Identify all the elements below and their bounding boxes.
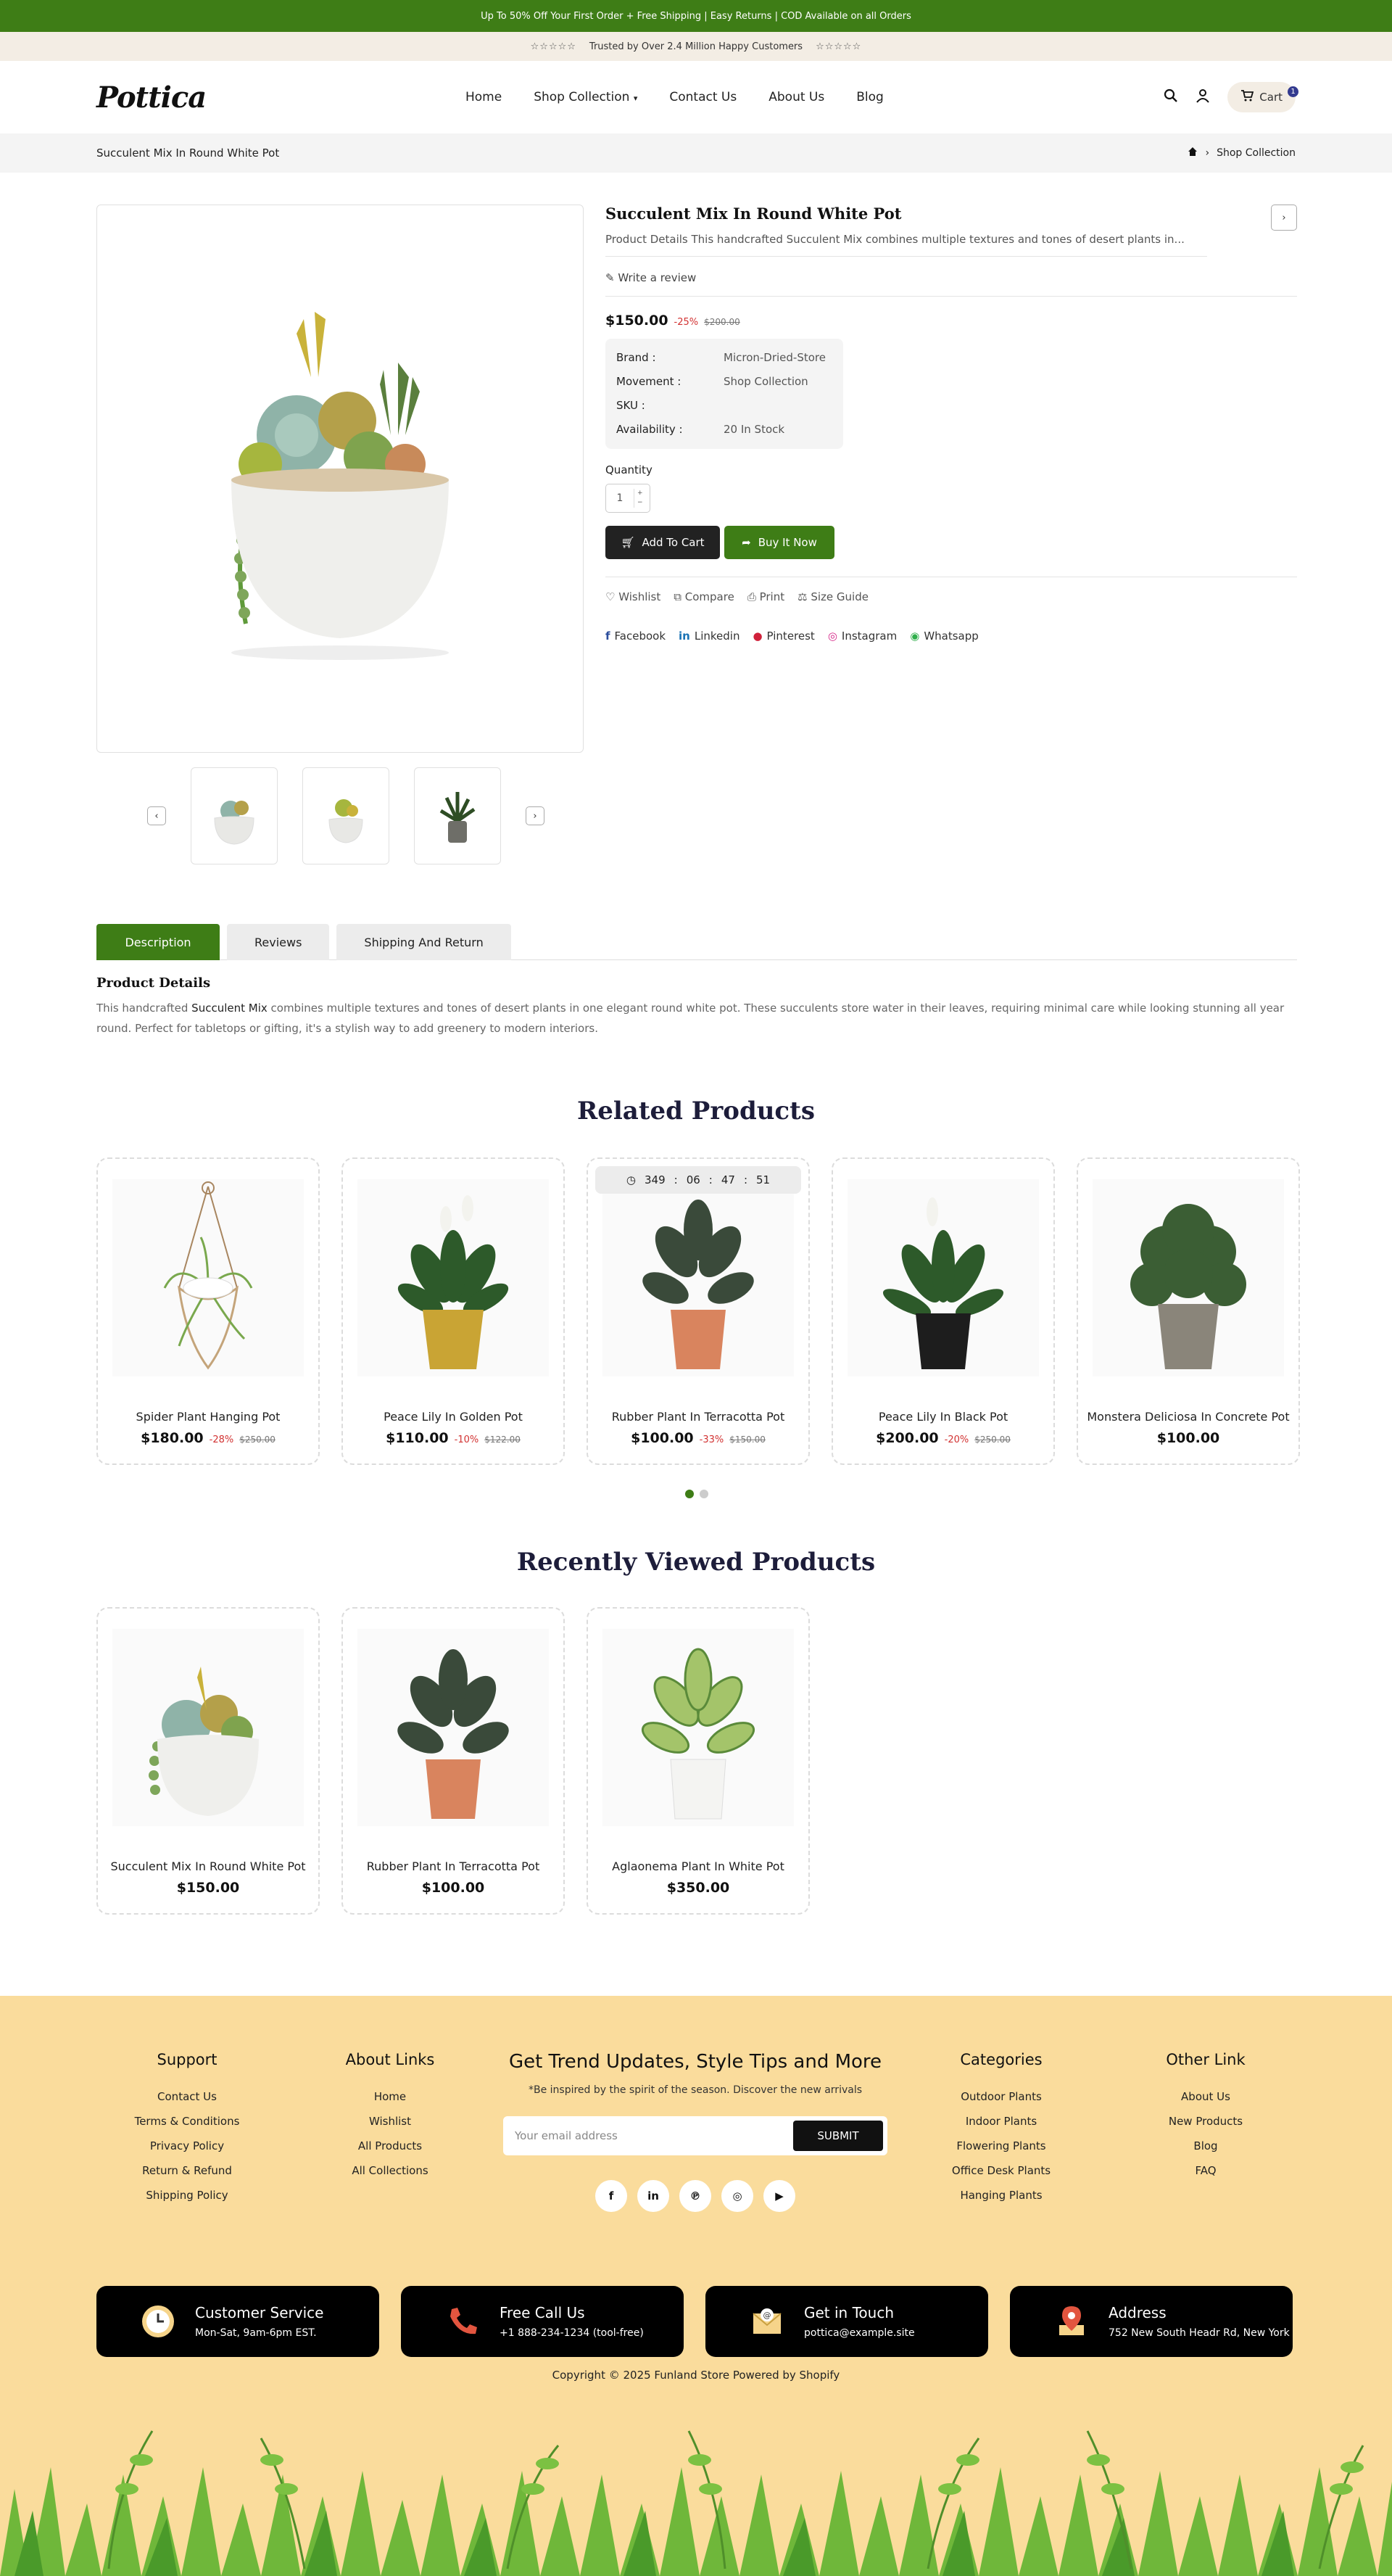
add-to-cart-button[interactable] xyxy=(605,526,720,559)
product-card[interactable] xyxy=(341,1607,565,1915)
minus-icon[interactable]: − xyxy=(637,499,643,506)
footer-link[interactable]: Indoor Plants xyxy=(965,2115,1037,2128)
facebook-icon: f xyxy=(605,629,610,643)
product-card[interactable] xyxy=(96,1607,320,1915)
related-title: Related Products xyxy=(577,1097,815,1126)
product-tabs xyxy=(96,924,1297,960)
footer-link[interactable]: Return & Refund xyxy=(142,2164,232,2177)
thumbnail[interactable] xyxy=(302,767,389,864)
buy-now-label: Buy It Now xyxy=(758,536,817,549)
nav-home[interactable]: Home xyxy=(465,90,502,104)
product-name[interactable]: Rubber Plant In Terracotta Pot xyxy=(611,1410,785,1424)
timer-days: 349 xyxy=(644,1173,666,1186)
footer-link[interactable]: Home xyxy=(373,2090,407,2103)
share-links xyxy=(605,629,1297,643)
plus-icon[interactable]: + xyxy=(637,490,643,497)
price-row xyxy=(605,313,1297,329)
instagram-icon: ◎ xyxy=(827,629,837,643)
print-link[interactable] xyxy=(747,590,784,603)
product-card[interactable] xyxy=(832,1157,1055,1465)
product-price: $150.00 xyxy=(605,313,668,329)
product-card[interactable] xyxy=(341,1157,565,1465)
old-price: $250.00 xyxy=(974,1434,1011,1445)
carousel-pagination xyxy=(685,1490,708,1498)
footer-support xyxy=(96,2051,278,2208)
contact-title: Address xyxy=(1109,2304,1167,2321)
spec-value: 20 In Stock xyxy=(724,423,785,436)
contact-title: Free Call Us xyxy=(500,2304,585,2321)
old-price: $200.00 xyxy=(704,317,740,327)
share-facebook[interactable] xyxy=(605,629,666,643)
thumbnail[interactable] xyxy=(191,767,278,864)
product-name[interactable]: Rubber Plant In Terracotta Pot xyxy=(366,1859,540,1873)
tab-reviews[interactable]: Reviews xyxy=(227,924,329,960)
announcement-text: Up To 50% Off Your First Order + Free Shipping | Easy Returns | COD Available on all Orders xyxy=(481,10,911,22)
spec-key: Availability : xyxy=(616,423,683,436)
footer-link[interactable]: FAQ xyxy=(1195,2164,1217,2177)
facebook-label: Facebook xyxy=(614,629,666,643)
footer-link[interactable]: All Products xyxy=(357,2139,423,2152)
nav-shop-collection[interactable] xyxy=(534,90,637,104)
footer-categories xyxy=(911,2051,1092,2208)
footer-link[interactable]: About Us xyxy=(1181,2090,1230,2103)
cart-label: Cart xyxy=(1259,91,1283,104)
description-panel xyxy=(96,975,1297,1039)
contact-sub: +1 888-234-1234 (tool-free) xyxy=(500,2327,644,2339)
nav-blog[interactable]: Blog xyxy=(856,90,884,104)
rating-stars-icon: ☆☆☆☆☆ xyxy=(530,41,576,52)
product-price: $110.00 xyxy=(386,1430,449,1446)
footer-heading: Other Link xyxy=(1166,2051,1246,2068)
contact-title: Get in Touch xyxy=(804,2304,894,2321)
discount-badge: -28% xyxy=(209,1434,234,1445)
discount-badge: -25% xyxy=(674,317,699,328)
product-card[interactable] xyxy=(587,1607,810,1915)
instagram-icon[interactable]: ◎ xyxy=(721,2180,753,2212)
linkedin-icon: in xyxy=(679,629,690,643)
announcement-bar xyxy=(0,0,1392,32)
product-price: $100.00 xyxy=(421,1880,485,1896)
newsletter-title: Get Trend Updates, Style Tips and More xyxy=(508,2051,882,2073)
product-image xyxy=(112,1179,304,1376)
footer-link[interactable]: All Collections xyxy=(352,2164,428,2177)
add-to-cart-label: Add To Cart xyxy=(642,536,705,549)
quantity-stepper[interactable] xyxy=(605,484,650,513)
footer-about xyxy=(299,2051,481,2183)
nav-about[interactable]: About Us xyxy=(768,90,825,104)
description-text xyxy=(96,998,1297,1039)
spec-key: SKU : xyxy=(616,399,645,412)
timer-seconds: 51 xyxy=(756,1173,771,1186)
discount-badge: -20% xyxy=(944,1434,969,1445)
product-summary: Product Details This handcrafted Succulent Mix combines multiple textures and tones of desert plants in... xyxy=(605,233,1207,257)
site-header xyxy=(0,61,1392,133)
wishlist-label: Wishlist xyxy=(618,590,661,603)
buy-now-button[interactable] xyxy=(724,526,834,559)
page-title: Succulent Mix In Round White Pot xyxy=(96,146,280,160)
description-text-post: combines multiple textures and tones of desert plants in one elegant round white pot. These succulents store water in their leaves, requiring minimal care while looking stunning all year round. Perfect for tabletops or gifting, it's a stylish way to add greenery to modern interiors. xyxy=(96,1002,1285,1035)
footer-heading: About Links xyxy=(345,2051,435,2068)
footer-link[interactable]: New Products xyxy=(1168,2115,1243,2128)
linkedin-label: Linkedin xyxy=(694,629,740,643)
search-icon[interactable] xyxy=(1164,88,1178,106)
countdown-timer: ◷ 349 : 06 : 47 : 51 xyxy=(595,1166,801,1194)
submit-button[interactable]: SUBMIT xyxy=(793,2121,883,2151)
spec-key: Movement : xyxy=(616,375,682,388)
svg-text:@: @ xyxy=(763,2311,771,2320)
contact-sub: 752 New South Headr Rd, New York xyxy=(1109,2327,1290,2339)
old-price: $150.00 xyxy=(729,1434,766,1445)
contact-box xyxy=(705,2286,988,2357)
product-name[interactable]: Peace Lily In Golden Pot xyxy=(384,1410,523,1424)
linkedin-icon[interactable]: in xyxy=(637,2180,669,2212)
nav-contact[interactable]: Contact Us xyxy=(669,90,737,104)
cart-icon xyxy=(1240,89,1254,105)
product-name[interactable]: Monstera Deliciosa In Concrete Pot xyxy=(1087,1410,1290,1424)
main-nav xyxy=(465,61,884,133)
next-product-button[interactable]: › xyxy=(1271,205,1297,231)
newsletter xyxy=(503,2051,887,2212)
product-image xyxy=(112,1629,304,1826)
product-price: $180.00 xyxy=(141,1430,204,1446)
spec-value: Shop Collection xyxy=(724,375,808,388)
breadcrumb-parent[interactable]: Shop Collection xyxy=(1217,147,1296,159)
contact-boxes xyxy=(96,2286,1293,2357)
footer-link[interactable]: Terms & Conditions xyxy=(134,2115,240,2128)
printer-icon: ⎙ xyxy=(747,590,756,603)
contact-box xyxy=(1010,2286,1293,2357)
compare-link[interactable] xyxy=(674,590,734,603)
thumbnail-strip xyxy=(147,767,544,864)
product-name[interactable]: Aglaonema Plant In White Pot xyxy=(612,1859,784,1873)
compare-icon: ⧉ xyxy=(674,590,682,603)
newsletter-subtitle: *Be inspired by the spirit of the season. Discover the new arrivals xyxy=(528,2084,863,2096)
footer-link[interactable]: Hanging Plants xyxy=(960,2189,1043,2202)
recent-title: Recently Viewed Products xyxy=(516,1548,876,1577)
product-main-image[interactable] xyxy=(96,205,584,753)
pinterest-label: Pinterest xyxy=(766,629,815,643)
wishlist-link[interactable] xyxy=(605,590,660,603)
chevron-down-icon: ▾ xyxy=(633,94,638,103)
description-text-bold: Succulent Mix xyxy=(191,1002,268,1015)
footer-link[interactable]: Flowering Plants xyxy=(956,2139,1046,2152)
product-price: $350.00 xyxy=(666,1880,730,1896)
instagram-label: Instagram xyxy=(841,629,898,643)
product-image xyxy=(357,1629,549,1826)
spec-row xyxy=(616,370,832,394)
size-guide-link[interactable] xyxy=(798,590,869,603)
old-price: $122.00 xyxy=(484,1434,521,1445)
description-text-pre: This handcrafted xyxy=(96,1002,192,1015)
footer-link[interactable]: Blog xyxy=(1193,2139,1218,2152)
phone-icon xyxy=(444,2303,481,2340)
spec-row xyxy=(616,394,832,418)
chevron-right-icon: › xyxy=(1205,147,1210,159)
product-name[interactable]: Succulent Mix In Round White Pot xyxy=(110,1859,306,1873)
product-card[interactable] xyxy=(1077,1157,1300,1465)
cart-count-badge: 1 xyxy=(1288,86,1298,97)
product-price: $100.00 xyxy=(1156,1430,1220,1446)
youtube-icon[interactable]: ▶ xyxy=(763,2180,795,2212)
breadcrumb xyxy=(0,133,1392,173)
nav-shop-label: Shop Collection xyxy=(534,90,630,104)
product-image xyxy=(1093,1179,1284,1376)
footer-link[interactable]: Office Desk Plants xyxy=(951,2164,1051,2177)
product-price: $100.00 xyxy=(631,1430,694,1446)
spec-row xyxy=(616,418,832,442)
mail-icon xyxy=(749,2303,785,2340)
product-title: Succulent Mix In Round White Pot xyxy=(605,205,902,223)
product-price: $200.00 xyxy=(876,1430,939,1446)
discount-badge: -33% xyxy=(699,1434,724,1445)
social-icons xyxy=(503,2180,887,2212)
logo[interactable]: Pottica xyxy=(96,80,207,115)
clock-icon xyxy=(140,2303,176,2340)
clock-icon: ◷ xyxy=(626,1173,636,1186)
product-info xyxy=(605,205,1297,643)
pinterest-icon[interactable]: ℗ xyxy=(679,2180,711,2212)
contact-sub: Mon-Sat, 9am-6pm EST. xyxy=(195,2327,317,2339)
ruler-icon: ⚖ xyxy=(798,590,808,603)
footer-link[interactable]: Privacy Policy xyxy=(149,2139,225,2152)
pinterest-icon: ● xyxy=(753,629,763,643)
contact-box xyxy=(401,2286,684,2357)
contact-sub: pottica@example.site xyxy=(804,2327,915,2339)
pagination-dot[interactable] xyxy=(685,1490,694,1498)
product-image xyxy=(848,1179,1039,1376)
product-name[interactable]: Peace Lily In Black Pot xyxy=(878,1410,1008,1424)
footer-link[interactable]: Outdoor Plants xyxy=(961,2090,1042,2103)
timer-minutes: 47 xyxy=(721,1173,735,1186)
share-instagram[interactable] xyxy=(828,629,897,643)
quantity-label: Quantity xyxy=(605,463,652,476)
trust-text: Trusted by Over 2.4 Million Happy Customers xyxy=(589,41,803,52)
footer-heading: Categories xyxy=(960,2051,1043,2068)
old-price: $250.00 xyxy=(239,1434,276,1445)
grass-decoration xyxy=(0,2402,1392,2576)
site-footer xyxy=(0,1996,1392,2576)
spec-value: Micron-Dried-Store xyxy=(724,351,826,364)
newsletter-form xyxy=(503,2116,887,2155)
spec-table xyxy=(605,339,843,449)
spec-key: Brand : xyxy=(616,351,656,364)
write-review-label: Write a review xyxy=(618,271,697,284)
product-image xyxy=(357,1179,549,1376)
heart-icon: ♡ xyxy=(605,590,616,603)
footer-link[interactable]: Contact Us xyxy=(157,2090,217,2103)
pencil-icon: ✎ xyxy=(605,271,615,284)
product-image xyxy=(602,1629,794,1826)
recent-grid xyxy=(96,1607,810,1915)
product-name[interactable]: Spider Plant Hanging Pot xyxy=(136,1410,281,1424)
pagination-dot[interactable] xyxy=(700,1490,708,1498)
whatsapp-label: Whatsapp xyxy=(924,629,979,643)
header-actions xyxy=(1164,61,1296,133)
email-input[interactable]: Your email address xyxy=(515,2129,618,2142)
description-heading: Product Details xyxy=(96,975,211,991)
trust-bar xyxy=(0,32,1392,61)
discount-badge: -10% xyxy=(454,1434,479,1445)
share-arrow-icon: ➦ xyxy=(742,536,751,549)
facebook-icon[interactable]: f xyxy=(595,2180,627,2212)
quantity-value[interactable]: 1 xyxy=(616,492,624,504)
compare-label: Compare xyxy=(684,590,734,603)
contact-title: Customer Service xyxy=(195,2304,324,2321)
user-icon[interactable] xyxy=(1196,88,1210,106)
footer-link[interactable]: Wishlist xyxy=(368,2115,412,2128)
copyright: Copyright © 2025 Funland Store Powered by Shopify xyxy=(552,2369,840,2382)
rating-stars-icon: ☆☆☆☆☆ xyxy=(816,41,862,52)
footer-link[interactable]: Shipping Policy xyxy=(146,2189,228,2202)
share-linkedin[interactable] xyxy=(679,629,740,643)
product-price: $150.00 xyxy=(176,1880,240,1896)
home-icon[interactable] xyxy=(1188,146,1198,160)
write-review-link[interactable] xyxy=(605,271,1297,297)
footer-other xyxy=(1115,2051,1296,2183)
chevron-left-icon[interactable]: ‹ xyxy=(147,806,166,825)
chevron-right-icon[interactable]: › xyxy=(526,806,544,825)
size-guide-label: Size Guide xyxy=(811,590,869,603)
thumbnail[interactable] xyxy=(414,767,501,864)
product-actions xyxy=(605,577,1297,603)
tab-shipping[interactable]: Shipping And Return xyxy=(336,924,510,960)
share-whatsapp[interactable] xyxy=(910,629,979,643)
share-pinterest[interactable] xyxy=(753,629,814,643)
cart-icon: 🛒︎ xyxy=(621,536,635,549)
whatsapp-icon: ◉ xyxy=(910,629,920,643)
spec-row xyxy=(616,346,832,370)
related-carousel xyxy=(96,1157,1300,1465)
product-image xyxy=(602,1179,794,1376)
product-card[interactable] xyxy=(96,1157,320,1465)
timer-hours: 06 xyxy=(686,1173,700,1186)
print-label: Print xyxy=(759,590,785,603)
tab-description[interactable]: Description xyxy=(96,924,220,960)
location-pin-icon xyxy=(1053,2303,1090,2340)
cart-button[interactable] xyxy=(1227,82,1296,112)
footer-heading: Support xyxy=(157,2051,218,2068)
product-card[interactable] xyxy=(587,1157,810,1465)
contact-box xyxy=(96,2286,379,2357)
